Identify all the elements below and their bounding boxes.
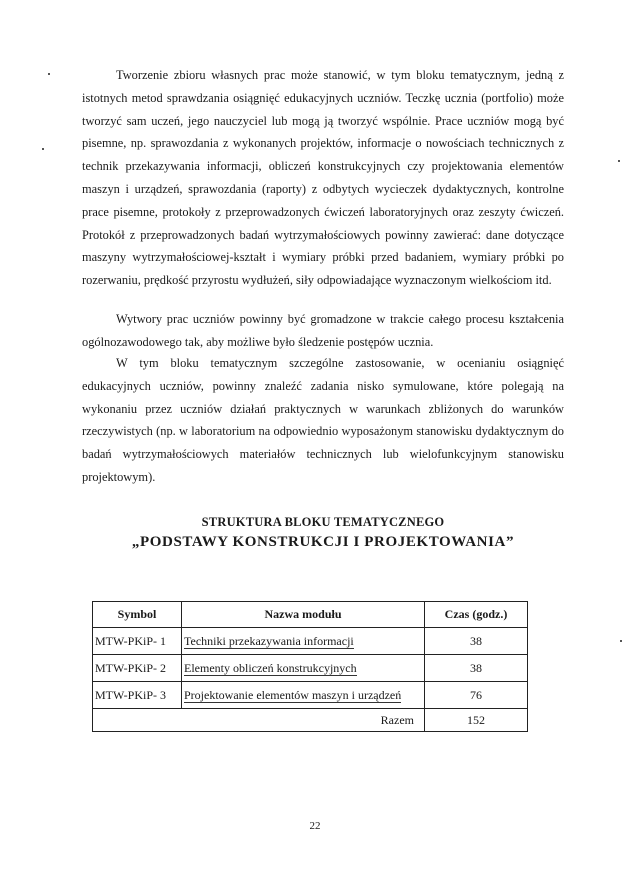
header-module-name: Nazwa modułu — [182, 602, 425, 628]
row-time: 38 — [425, 628, 528, 655]
header-time: Czas (godz.) — [425, 602, 528, 628]
table-header-row — [93, 602, 528, 628]
block-title: „PODSTAWY KONSTRUKCJI I PROJEKTOWANIA” — [131, 534, 515, 550]
structure-heading: STRUKTURA BLOKU TEMATYCZNEGO — [201, 515, 445, 529]
table-total-row — [93, 709, 528, 732]
row-time: 76 — [425, 682, 528, 709]
row-module-name — [182, 682, 425, 709]
row-module-name-text: Elementy obliczeń konstrukcyjnych — [184, 660, 357, 675]
row-symbol: MTW-PKiP- 2 — [93, 655, 182, 682]
page-number: 22 — [309, 820, 321, 832]
scan-speck — [618, 160, 620, 162]
total-label: Razem — [93, 709, 425, 732]
row-module-name-text: Projektowanie elementów maszyn i urządzeń — [184, 687, 402, 702]
scan-speck — [42, 148, 44, 150]
paragraph-student-works: Wytwory prac uczniów powinny być gromadzone w trakcie całego procesu kształcenia ogólnozawodowego tak, aby możliwe było śledzenie postępów ucznia. — [82, 312, 564, 349]
scan-speck — [620, 640, 622, 642]
table-row — [93, 655, 528, 682]
scan-speck — [48, 73, 50, 75]
total-value: 152 — [425, 709, 528, 732]
row-module-name — [182, 628, 425, 655]
row-symbol: MTW-PKiP- 3 — [93, 682, 182, 709]
header-symbol: Symbol — [93, 602, 182, 628]
table-row — [93, 682, 528, 709]
row-time: 38 — [425, 655, 528, 682]
row-module-name-text: Techniki przekazywania informacji — [184, 633, 354, 648]
row-module-name — [182, 655, 425, 682]
paragraph-portfolio: Tworzenie zbioru własnych prac może stanowić, w tym bloku tematycznym, jedną z istotnych metod sprawdzania osiągnięć edukacyjnych uczniów. Teczkę ucznia (portfolio) może tworzyć sam uczeń, jego nauczyciel lub mogą ją tworzyć wspólnie. Prace uczniów mogą być pisemne, np. sprawozdania z wykonanych projektów, informacje o nowościach technicznych z technik przekazywania informacji, obliczeń konstrukcyjnych czy projektowania elementów maszyn i urządzeń, sprawozdania (raporty) z odbytych wycieczek dydaktycznych, kontrolne prace pisemne, protokoły z przeprowadzonych ćwiczeń laboratoryjnych oraz zeszyty ćwiczeń. Protokół z przeprowadzonych badań wytrzymałościowych powinny zawierać: dane dotyczące maszyny wytrzymałościowej-kształt i wymiary próbki przed badaniem, wymiary próbki po rozerwaniu, prędkość przyrostu wydłużeń, siły odpowiadające wyznaczonym wielkościom itd. — [82, 68, 564, 288]
table-row — [93, 628, 528, 655]
row-symbol: MTW-PKiP- 1 — [93, 628, 182, 655]
paragraph-simulated-tasks: W tym bloku tematycznym szczególne zastosowanie, w ocenianiu osiągnięć edukacyjnych uczniów, powinny znaleźć zadania nisko symulowane, które polegają na wykonaniu przez uczniów działań praktycznych w warunkach zbliżonych do warunków rzeczywistych (np. w laboratorium na odpowiednio wyposażonym stanowisku dydaktycznym do badań wytrzymałościowych materiałów technicznych lub wielofunkcyjnym stanowisku projektowym). — [82, 356, 564, 484]
modules-table — [92, 601, 528, 732]
